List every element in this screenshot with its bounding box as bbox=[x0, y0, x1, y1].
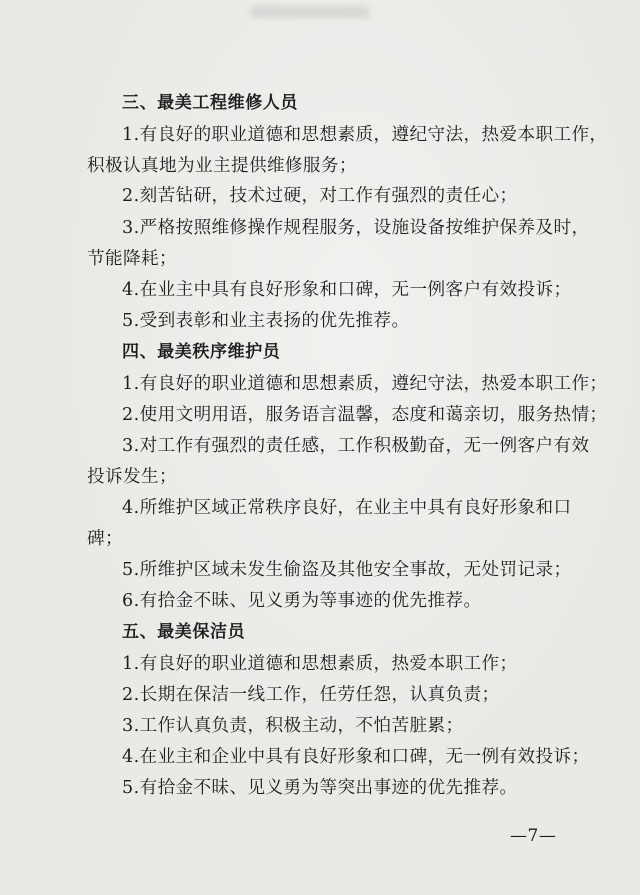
section-heading-cleaning: 五、最美保洁员 bbox=[122, 622, 246, 642]
paragraph-line: 5.受到表彰和业主表扬的优先推荐。 bbox=[122, 311, 410, 331]
page-number: —7— bbox=[510, 826, 557, 846]
paragraph-line: 5.有拾金不昧、见义勇为等突出事迹的优先推荐。 bbox=[122, 778, 518, 798]
paragraph-line: 1.有良好的职业道德和思想素质，遵纪守法，热爱本职工作， bbox=[122, 125, 608, 145]
paragraph-line: 积极认真地为业主提供维修服务； bbox=[87, 156, 357, 176]
scan-bleed-mark bbox=[250, 6, 370, 18]
paragraph-line: 碑； bbox=[87, 529, 123, 549]
section-heading-maintenance: 三、最美工程维修人员 bbox=[122, 93, 298, 113]
paragraph-line: 3.对工作有强烈的责任感，工作积极勤奋，无一例客户有效 bbox=[122, 436, 590, 456]
paragraph-line: 4.所维护区域正常秩序良好，在业主中具有良好形象和口 bbox=[122, 498, 572, 518]
section-heading-security: 四、最美秩序维护员 bbox=[122, 342, 281, 362]
paragraph-line: 2.刻苦钻研，技术过硬，对工作有强烈的责任心； bbox=[122, 186, 518, 206]
paragraph-line: 6.有拾金不昧、见义勇为等事迹的优先推荐。 bbox=[122, 591, 482, 611]
paragraph-line: 节能降耗； bbox=[87, 249, 177, 269]
paragraph-line: 5.所维护区域未发生偷盗及其他安全事故，无处罚记录； bbox=[122, 560, 572, 580]
paragraph-line: 2.长期在保洁一线工作，任劳任怨，认真负责； bbox=[122, 685, 500, 705]
paragraph-line: 1.有良好的职业道德和思想素质，遵纪守法，热爱本职工作； bbox=[122, 374, 608, 394]
paragraph-line: 3.工作认真负责，积极主动，不怕苦脏累； bbox=[122, 716, 464, 736]
paragraph-line: 投诉发生； bbox=[87, 467, 177, 487]
paragraph-line: 3.严格按照维修操作规程服务，设施设备按维护保养及时， bbox=[122, 218, 590, 238]
paragraph-line: 2.使用文明用语，服务语言温馨，态度和蔼亲切，服务热情； bbox=[122, 405, 608, 425]
paragraph-line: 4.在业主中具有良好形象和口碑，无一例客户有效投诉； bbox=[122, 280, 572, 300]
paragraph-line: 4.在业主和企业中具有良好形象和口碑，无一例有效投诉； bbox=[122, 747, 590, 767]
paragraph-line: 1.有良好的职业道德和思想素质，热爱本职工作； bbox=[122, 654, 518, 674]
